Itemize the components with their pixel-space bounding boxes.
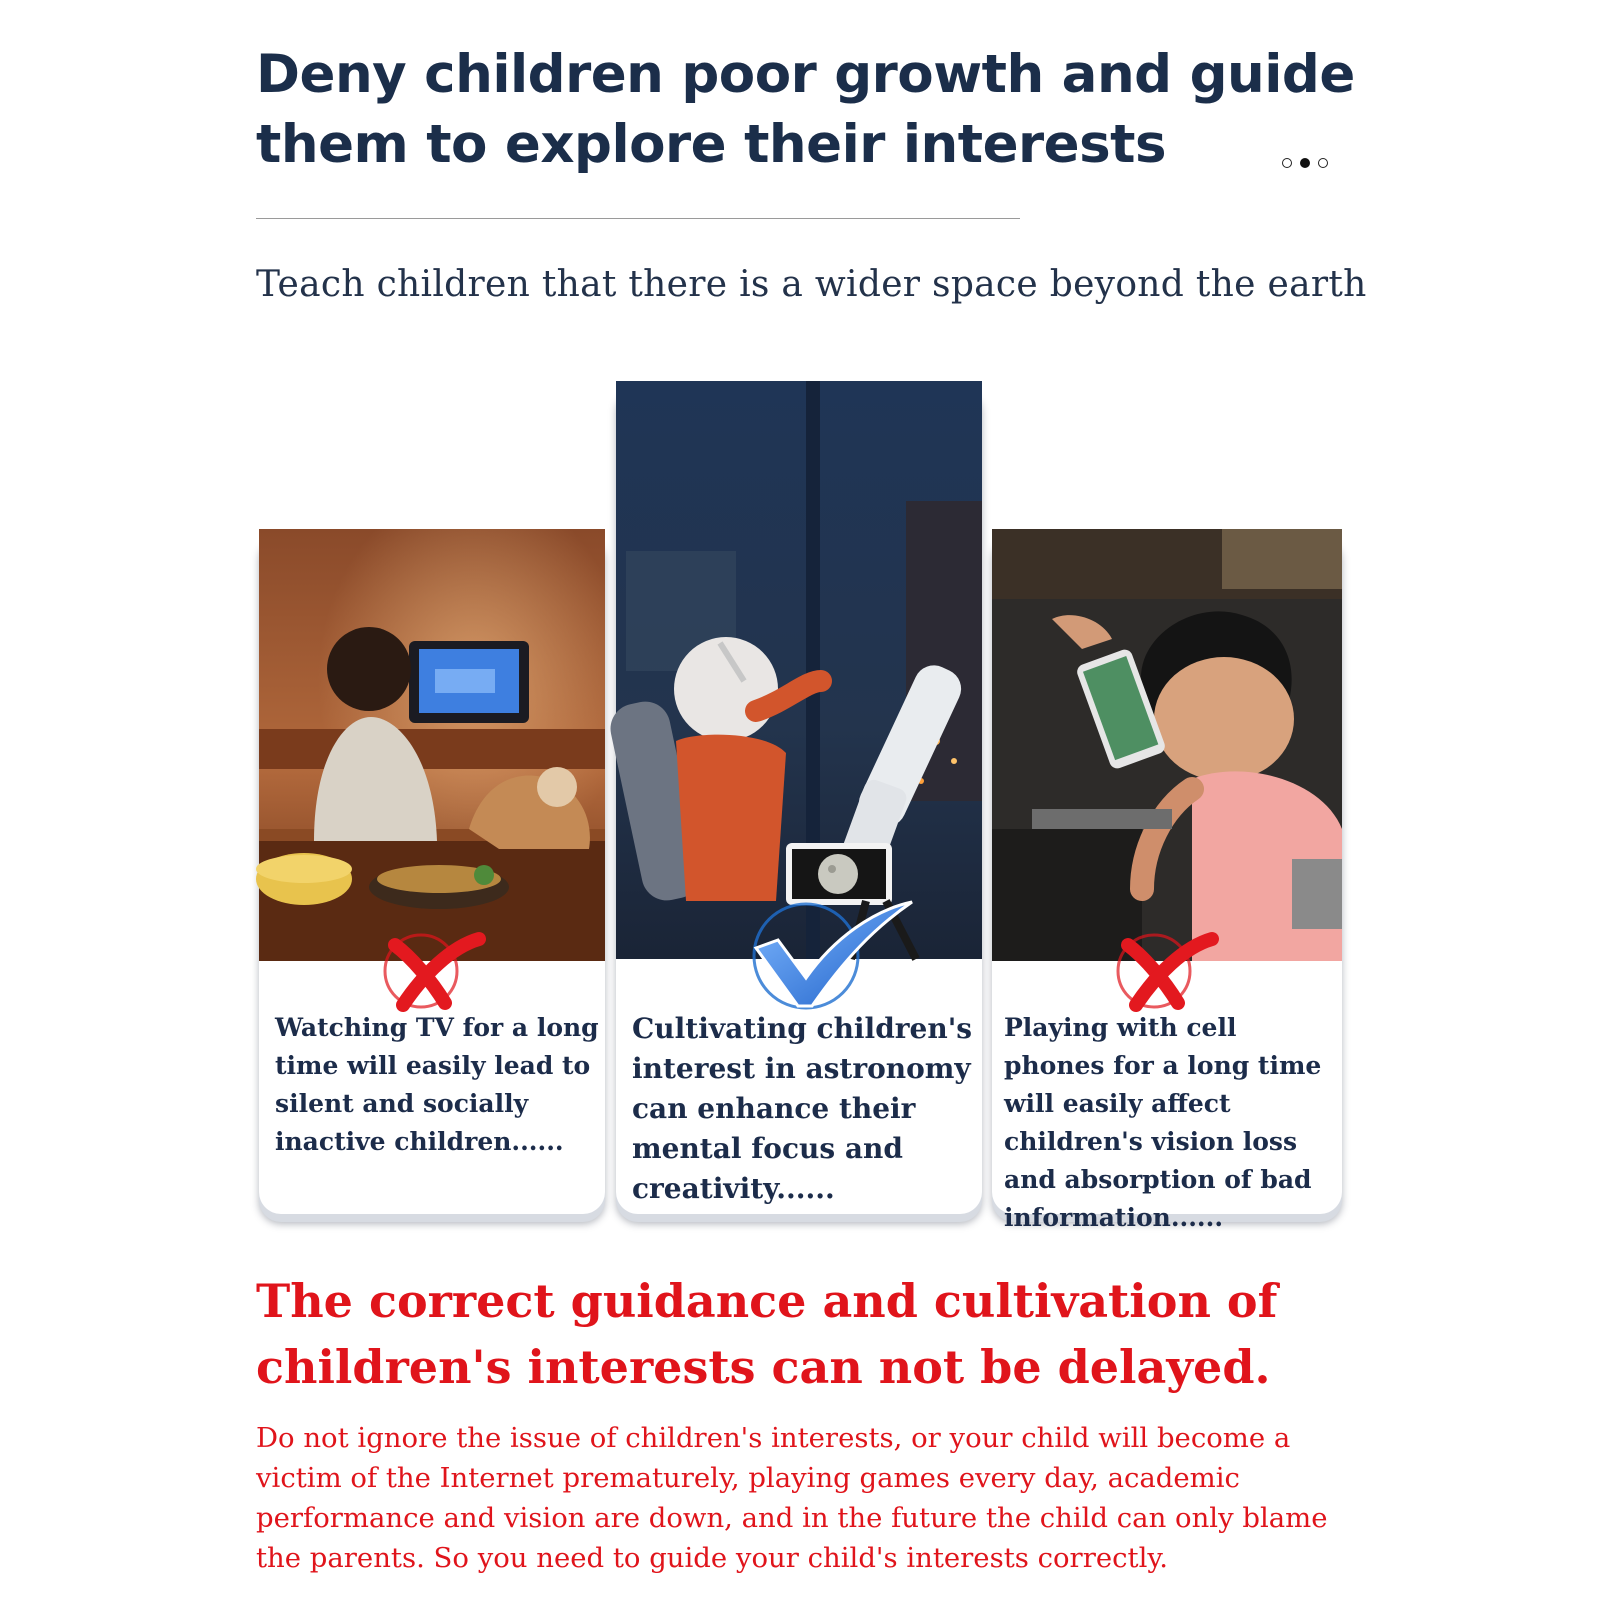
card-cell-phone [992, 529, 1342, 1232]
carousel-dot[interactable] [1318, 158, 1328, 168]
divider [256, 218, 1020, 219]
carousel-dot-active[interactable] [1300, 158, 1310, 168]
card-caption: Playing with cell phones for a long time will easily affect children's vision loss and absorption of bad information...... [1004, 1013, 1322, 1232]
card-caption: Watching TV for a long time will easily lead to silent and socially inactive children...... [275, 1013, 599, 1156]
warning-headline: The correct guidance and cultivation of children's interests can not be delayed. [256, 1274, 1278, 1394]
carousel-dots [1282, 158, 1328, 168]
child-with-telescope-photo [616, 381, 982, 959]
warning-paragraph: Do not ignore the issue of children's interests, or your child will become a victim of the Internet prematurely, playing games every day, academic performance and vision are down, and in the future the child can only blame the parents. So you need to guide your child's interests correctly. [256, 1422, 1328, 1574]
carousel-dot[interactable] [1282, 158, 1292, 168]
child-watching-tv-photo [259, 529, 605, 961]
page-title: Deny children poor growth and guide them to explore their interests [256, 44, 1355, 175]
blue-checkmark-icon [734, 894, 924, 1014]
page-subtitle: Teach children that there is a wider space beyond the earth [256, 264, 1367, 305]
red-x-icon [1104, 925, 1224, 1015]
child-playing-phone-photo [992, 529, 1342, 961]
red-x-icon [371, 925, 491, 1015]
card-caption: Cultivating children's interest in astronomy can enhance their mental focus and creativity...... [632, 1012, 973, 1205]
card-watching-tv [259, 529, 605, 1214]
card-astronomy [616, 381, 982, 1214]
